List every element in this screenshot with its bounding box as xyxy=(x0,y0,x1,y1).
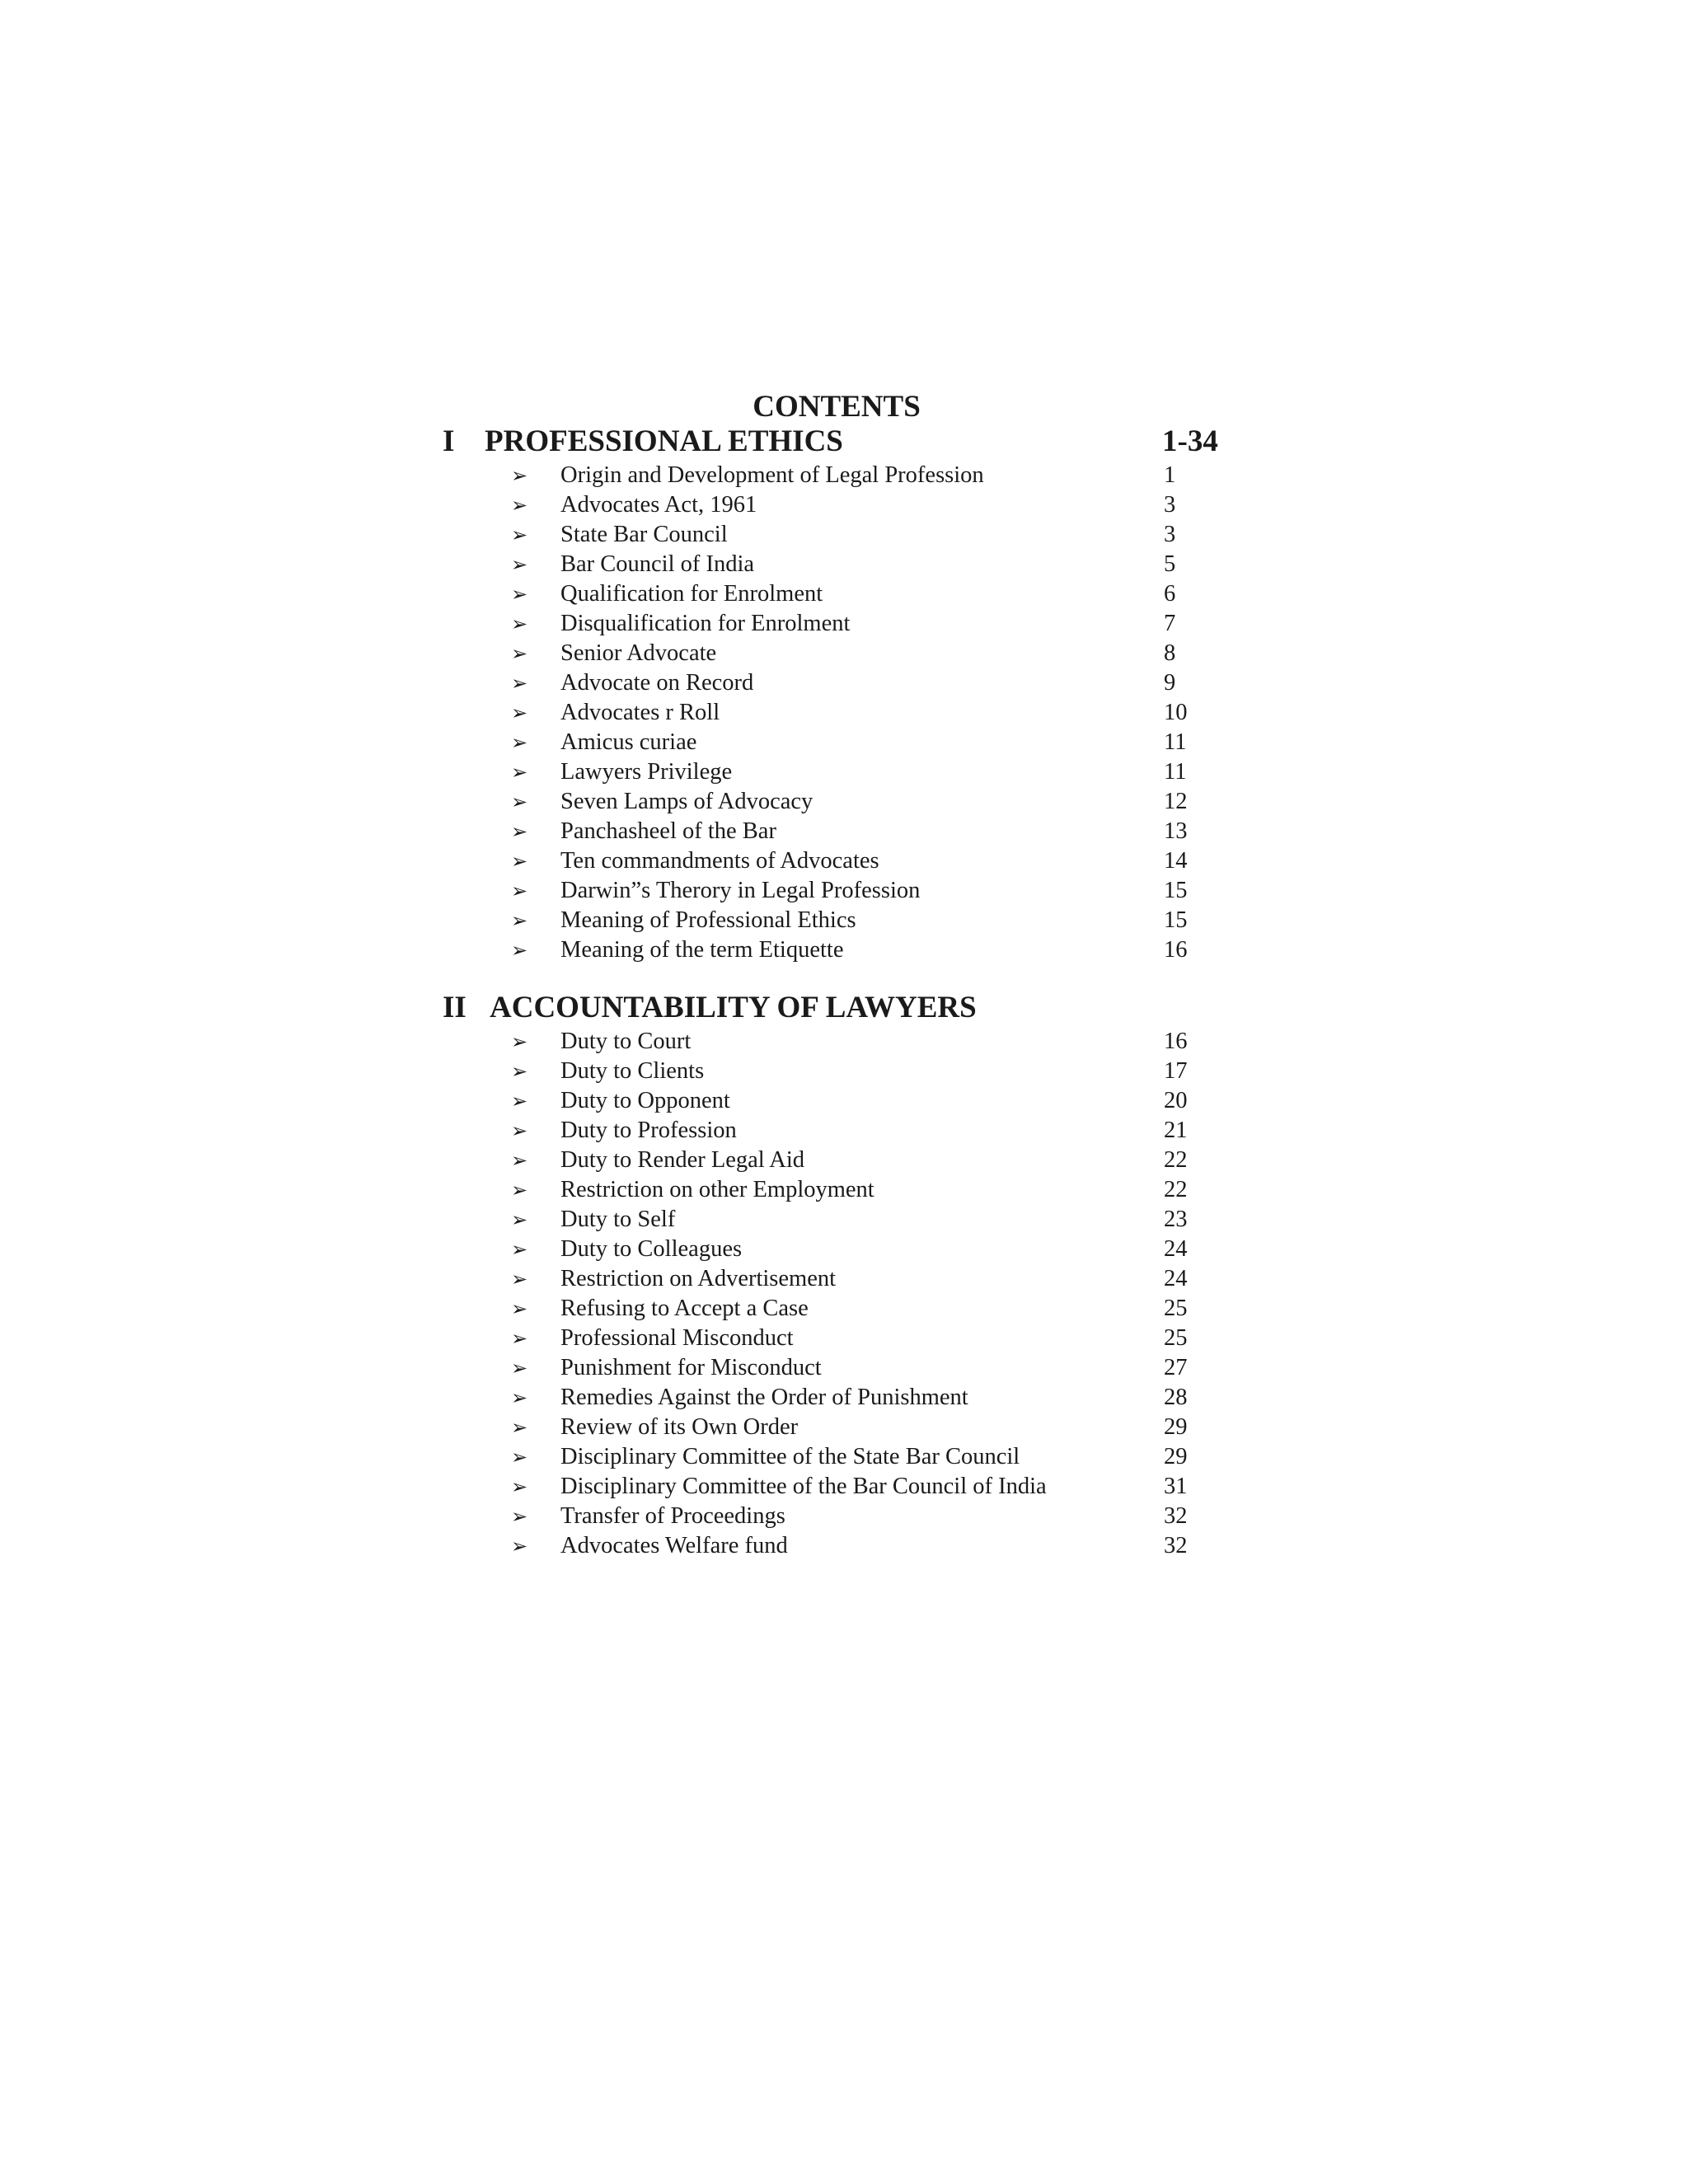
toc-entry-title: Refusing to Accept a Case xyxy=(560,1296,809,1321)
toc-entry xyxy=(0,846,1688,876)
toc-entry xyxy=(0,906,1688,935)
toc-entry-title: Origin and Development of Legal Profession xyxy=(560,462,984,488)
arrowhead-bullet-icon: ➢ xyxy=(511,1475,528,1498)
toc-entry xyxy=(0,490,1688,520)
toc-entry-page: 1 xyxy=(1164,462,1176,488)
arrowhead-bullet-icon: ➢ xyxy=(511,583,528,606)
arrowhead-bullet-icon: ➢ xyxy=(511,879,528,902)
toc-entry xyxy=(0,1442,1688,1472)
toc-entry xyxy=(0,1057,1688,1086)
arrowhead-bullet-icon: ➢ xyxy=(511,1030,528,1053)
toc-entry xyxy=(0,698,1688,728)
toc-entry xyxy=(0,550,1688,579)
arrowhead-bullet-icon: ➢ xyxy=(511,939,528,962)
toc-entry-page: 20 xyxy=(1164,1088,1188,1113)
toc-entry-page: 32 xyxy=(1164,1533,1188,1558)
arrowhead-bullet-icon: ➢ xyxy=(511,1179,528,1202)
toc-entry-page: 27 xyxy=(1164,1355,1188,1380)
section-entries xyxy=(0,1027,1688,1561)
arrowhead-bullet-icon: ➢ xyxy=(511,1090,528,1113)
toc-entry-title: Duty to Clients xyxy=(560,1058,705,1084)
toc-entry-title: Bar Council of India xyxy=(560,551,755,577)
toc-entry-page: 16 xyxy=(1164,1029,1188,1054)
toc-entry-title: Meaning of Professional Ethics xyxy=(560,907,856,933)
toc-entry-title: Advocates Welfare fund xyxy=(560,1533,788,1558)
toc-entry-title: Duty to Court xyxy=(560,1029,692,1054)
toc-entry-title: Duty to Opponent xyxy=(560,1088,730,1113)
toc-entry-page: 23 xyxy=(1164,1207,1188,1232)
toc-entry-title: Darwin”s Therory in Legal Profession xyxy=(560,878,921,903)
toc-entry xyxy=(0,1294,1688,1324)
arrowhead-bullet-icon: ➢ xyxy=(511,1297,528,1320)
toc-entry xyxy=(0,876,1688,906)
section-professional-ethics xyxy=(0,423,1688,965)
toc-entry-page: 28 xyxy=(1164,1385,1188,1410)
arrowhead-bullet-icon: ➢ xyxy=(511,909,528,932)
toc-entry-page: 11 xyxy=(1164,729,1187,755)
section-title: ACCOUNTABILITY OF LAWYERS xyxy=(490,991,977,1024)
toc-entry-title: Duty to Profession xyxy=(560,1118,737,1143)
toc-entry-title: Advocate on Record xyxy=(560,670,754,696)
section-entries xyxy=(0,461,1688,965)
toc-entry-title: Meaning of the term Etiquette xyxy=(560,937,844,963)
toc-entry-page: 3 xyxy=(1164,492,1176,518)
toc-entry xyxy=(0,817,1688,846)
arrowhead-bullet-icon: ➢ xyxy=(511,1060,528,1083)
toc-entry-title: Restriction on other Employment xyxy=(560,1177,874,1202)
section-numeral: II xyxy=(443,991,467,1024)
section-page-range: 1-34 xyxy=(1162,424,1218,458)
toc-entry-title: Remedies Against the Order of Punishment xyxy=(560,1385,968,1410)
toc-entry xyxy=(0,520,1688,550)
toc-entry xyxy=(0,1027,1688,1057)
arrowhead-bullet-icon: ➢ xyxy=(511,494,528,517)
toc-entry xyxy=(0,639,1688,668)
toc-entry-page: 25 xyxy=(1164,1296,1188,1321)
arrowhead-bullet-icon: ➢ xyxy=(511,642,528,665)
toc-entry xyxy=(0,1324,1688,1353)
toc-entry-page: 31 xyxy=(1164,1474,1188,1499)
arrowhead-bullet-icon: ➢ xyxy=(511,820,528,843)
toc-entry xyxy=(0,609,1688,639)
toc-entry-page: 15 xyxy=(1164,878,1188,903)
toc-entry-page: 3 xyxy=(1164,522,1176,547)
toc-entry-title: Advocates Act, 1961 xyxy=(560,492,757,518)
arrowhead-bullet-icon: ➢ xyxy=(511,612,528,635)
toc-entry xyxy=(0,1146,1688,1175)
section-heading xyxy=(0,989,1688,1027)
toc-entry-page: 8 xyxy=(1164,640,1176,666)
contents-title: CONTENTS xyxy=(753,390,921,424)
toc-entry-page: 32 xyxy=(1164,1503,1188,1529)
arrowhead-bullet-icon: ➢ xyxy=(511,1268,528,1291)
toc-entry xyxy=(0,1264,1688,1294)
arrowhead-bullet-icon: ➢ xyxy=(511,761,528,784)
toc-entry-page: 9 xyxy=(1164,670,1176,696)
toc-entry-page: 14 xyxy=(1164,848,1188,874)
toc-entry-page: 10 xyxy=(1164,700,1188,725)
toc-entry-title: Ten commandments of Advocates xyxy=(560,848,879,874)
arrowhead-bullet-icon: ➢ xyxy=(511,790,528,813)
toc-entry-page: 17 xyxy=(1164,1058,1188,1084)
toc-entry-title: Review of its Own Order xyxy=(560,1414,799,1440)
arrowhead-bullet-icon: ➢ xyxy=(511,1149,528,1172)
toc-entry xyxy=(0,935,1688,965)
section-heading xyxy=(0,423,1688,461)
toc-entry-title: Seven Lamps of Advocacy xyxy=(560,789,814,814)
arrowhead-bullet-icon: ➢ xyxy=(511,1208,528,1231)
section-numeral: I xyxy=(443,424,455,458)
toc-entry-title: Disqualification for Enrolment xyxy=(560,611,851,636)
toc-entry xyxy=(0,1353,1688,1383)
toc-entry-title: Disciplinary Committee of the Bar Council of India xyxy=(560,1474,1047,1499)
arrowhead-bullet-icon: ➢ xyxy=(511,701,528,724)
toc-entry-page: 5 xyxy=(1164,551,1176,577)
arrowhead-bullet-icon: ➢ xyxy=(511,464,528,487)
arrowhead-bullet-icon: ➢ xyxy=(511,1416,528,1439)
toc-entry xyxy=(0,1531,1688,1561)
arrowhead-bullet-icon: ➢ xyxy=(511,850,528,873)
toc-entry-page: 21 xyxy=(1164,1118,1188,1143)
toc-entry-title: Qualification for Enrolment xyxy=(560,581,823,607)
toc-entry-page: 22 xyxy=(1164,1147,1188,1173)
toc-entry-title: Senior Advocate xyxy=(560,640,717,666)
toc-entry xyxy=(0,1175,1688,1205)
toc-entry-page: 29 xyxy=(1164,1444,1188,1469)
arrowhead-bullet-icon: ➢ xyxy=(511,731,528,754)
section-title: PROFESSIONAL ETHICS xyxy=(485,424,843,458)
toc-entry-title: Transfer of Proceedings xyxy=(560,1503,785,1529)
toc-entry-page: 25 xyxy=(1164,1325,1188,1351)
toc-entry-page: 6 xyxy=(1164,581,1176,607)
toc-entry xyxy=(0,1235,1688,1264)
toc-entry xyxy=(0,1383,1688,1413)
toc-entry-title: Duty to Self xyxy=(560,1207,676,1232)
arrowhead-bullet-icon: ➢ xyxy=(511,672,528,695)
toc-entry xyxy=(0,1472,1688,1502)
arrowhead-bullet-icon: ➢ xyxy=(511,523,528,546)
toc-entry-page: 13 xyxy=(1164,818,1188,844)
section-accountability-of-lawyers xyxy=(0,989,1688,1561)
toc-entry-page: 24 xyxy=(1164,1236,1188,1262)
toc-entry xyxy=(0,1502,1688,1531)
toc-entry-title: Disciplinary Committee of the State Bar Council xyxy=(560,1444,1020,1469)
arrowhead-bullet-icon: ➢ xyxy=(511,1119,528,1142)
toc-entry xyxy=(0,1205,1688,1235)
toc-entry-title: Lawyers Privilege xyxy=(560,759,733,785)
toc-entry-page: 29 xyxy=(1164,1414,1188,1440)
toc-entry-page: 22 xyxy=(1164,1177,1188,1202)
arrowhead-bullet-icon: ➢ xyxy=(511,553,528,576)
toc-entry-page: 24 xyxy=(1164,1266,1188,1291)
arrowhead-bullet-icon: ➢ xyxy=(511,1446,528,1469)
toc-entry-page: 11 xyxy=(1164,759,1187,785)
toc-entry-title: Panchasheel of the Bar xyxy=(560,818,776,844)
toc-entry-page: 12 xyxy=(1164,789,1188,814)
toc-entry-title: Duty to Colleagues xyxy=(560,1236,743,1262)
toc-entry xyxy=(0,668,1688,698)
toc-entry-page: 16 xyxy=(1164,937,1188,963)
toc-entry-page: 15 xyxy=(1164,907,1188,933)
toc-entry-title: Punishment for Misconduct xyxy=(560,1355,822,1380)
toc-entry xyxy=(0,461,1688,490)
arrowhead-bullet-icon: ➢ xyxy=(511,1505,528,1528)
toc-entry-title: Professional Misconduct xyxy=(560,1325,794,1351)
arrowhead-bullet-icon: ➢ xyxy=(511,1535,528,1558)
arrowhead-bullet-icon: ➢ xyxy=(511,1386,528,1409)
toc-entry-title: State Bar Council xyxy=(560,522,728,547)
arrowhead-bullet-icon: ➢ xyxy=(511,1238,528,1261)
toc-entry xyxy=(0,1116,1688,1146)
toc-entry-title: Advocates r Roll xyxy=(560,700,720,725)
toc-entry xyxy=(0,1086,1688,1116)
toc-entry xyxy=(0,787,1688,817)
toc-entry-title: Restriction on Advertisement xyxy=(560,1266,837,1291)
toc-entry-page: 7 xyxy=(1164,611,1176,636)
toc-entry xyxy=(0,579,1688,609)
toc-entry xyxy=(0,1413,1688,1442)
arrowhead-bullet-icon: ➢ xyxy=(511,1327,528,1350)
toc-entry-title: Amicus curiae xyxy=(560,729,697,755)
arrowhead-bullet-icon: ➢ xyxy=(511,1357,528,1380)
toc-entry xyxy=(0,728,1688,757)
toc-entry-title: Duty to Render Legal Aid xyxy=(560,1147,805,1173)
toc-entry xyxy=(0,757,1688,787)
